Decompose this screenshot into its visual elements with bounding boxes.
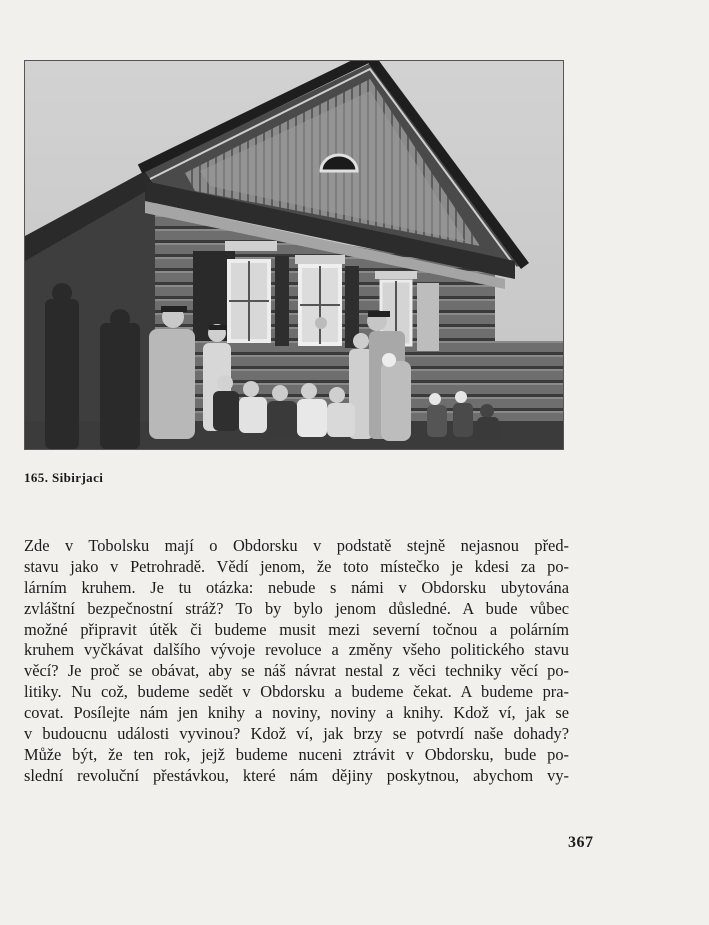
text-line: stavu jako v Petrohradě. Vědí jenom, že toto místečko je kdesi za po- bbox=[24, 556, 569, 576]
body-text bbox=[24, 536, 569, 787]
text-line: v budoucnu události vyvinou? Kdož ví, jak brzy se potvrdí naše dohady? bbox=[24, 724, 569, 744]
text-line: Zde v Tobolsku mají o Obdorsku v podstatě stejně nejasnou před- bbox=[24, 536, 569, 555]
figure-caption: 165. Sibirjaci bbox=[24, 470, 104, 485]
page-number: 367 bbox=[568, 834, 594, 851]
figure-photo bbox=[24, 60, 564, 450]
text-line: litiky. Nu což, budeme sedět v Obdorsku a budeme čekat. A budeme pra- bbox=[24, 682, 569, 702]
text-line: lárním kruhem. Je tu otázka: nebude s námi v Obdorsku ubytována bbox=[24, 577, 569, 597]
text-line: kruhem vyčkávat dalšího vývoje revoluce a změny všeho politického stavu bbox=[24, 640, 569, 660]
text-line: Může být, že ten rok, jejž budeme nuceni ztrávit v Obdorsku, bude po- bbox=[24, 744, 569, 764]
text-line: možné připravit útěk či budeme musit mezi severní točnou a polárním bbox=[24, 619, 569, 639]
photo-log-house-with-people-icon bbox=[25, 61, 564, 450]
text-line: slední revoluční přestávkou, které nám dějiny poskytnou, abychom vy- bbox=[24, 765, 569, 785]
text-line: věcí? Je proč se obávat, aby se náš návrat nestal z věci techniky věcí po- bbox=[24, 661, 569, 681]
text-line: zvláštní bezpečnostní stráž? To by bylo jenom důsledné. A bude vůbec bbox=[24, 598, 569, 618]
text-line: covat. Posílejte nám jen knihy a noviny, noviny a knihy. Kdož ví, jak se bbox=[24, 703, 569, 723]
